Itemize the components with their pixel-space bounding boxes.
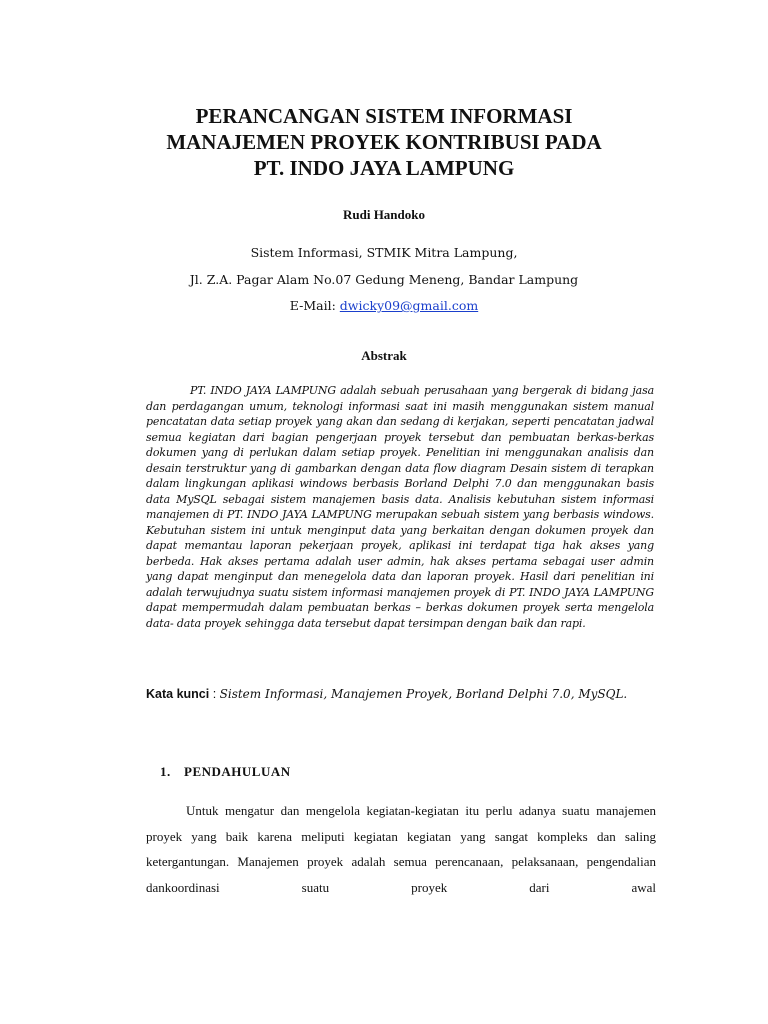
abstract-heading: Abstrak — [361, 348, 407, 363]
paper-title — [100, 103, 668, 181]
author-email-line — [100, 298, 668, 313]
email-label: E-Mail: — [289, 298, 340, 313]
keywords-text: Sistem Informasi, Manajemen Proyek, Borland Delphi 7.0, MySQL. — [219, 687, 628, 701]
author-name: Rudi Handoko — [342, 207, 425, 222]
affiliation-institution: Sistem Informasi, STMIK Mitra Lampung, — [250, 245, 518, 260]
title-line-1: PERANCANGAN SISTEM INFORMASI — [195, 104, 573, 128]
section-number: 1. — [160, 764, 171, 779]
title-line-3: PT. INDO JAYA LAMPUNG — [253, 156, 515, 180]
section-body-paragraph: Untuk mengatur dan mengelola kegiatan-kegiatan itu perlu adanya suatu manajemen proyek yang baik karena meliputi kegiatan kegiatan yang sangat kompleks dan saling ketergantungan. Manajemen proyek adalah semua perencanaan, pelaksanaan, pengendalian dankoordinasi suatu proyek dari awal — [146, 803, 656, 895]
title-line-2: MANAJEMEN PROYEK KONTRIBUSI PADA — [166, 130, 602, 154]
keywords-line — [146, 687, 666, 702]
abstract-body: PT. INDO JAYA LAMPUNG adalah sebuah perusahaan yang bergerak di bidang jasa dan perdagangan umum, teknologi informasi saat ini masih menggunakan sistem manual pencatatan data setiap proyek yang akan dan sedang di kerjakan, seperti pencatatan jadwal semua kegiatan dari bagian pengerjaan proyek tersebut dan pembuatan berkas-berkas dokumen yang di perlukan dalam setiap proyek. Penelitian ini menggunakan analisis dan desain terstruktur yang di gambarkan dengan data flow diagram Desain sistem di terapkan dalam lingkungan aplikasi windows berbasis Borland Delphi 7.0 dan menggunakan basis data MySQL sebagai sistem manajemen basis data. Analisis kebutuhan sistem informasi manajemen di PT. INDO JAYA LAMPUNG merupakan sebuah sistem yang berbasis windows. Kebutuhan sistem ini untuk menginput data yang berkaitan dengan dokumen proyek dan dapat memantau laporan pekerjaan proyek, aplikasi ini terdapat tiga hak akses yang berbeda. Hak akses pertama adalah user admin, hak akses pertama sebagai user admin yang dapat menginput dan menegelola data dan laporan proyek. Hasil dari penelitian ini adalah terwujudnya suatu sistem informasi manajemen proyek di PT. INDO JAYA LAMPUNG dapat mempermudah dalam pembuatan berkas – berkas dokumen proyek serta mengelola data- data proyek sehingga data tersebut dapat tersimpan dengan baik dan rapi. — [146, 384, 654, 630]
keywords-label: Kata kunci — [146, 687, 210, 701]
keywords-separator: : — [209, 687, 220, 701]
email-link[interactable]: dwicky09@gmail.com — [339, 298, 479, 313]
section-heading-introduction — [160, 764, 291, 780]
affiliation-address: Jl. Z.A. Pagar Alam No.07 Gedung Meneng, Bandar Lampung — [189, 272, 579, 287]
section-title: PENDAHULUAN — [184, 764, 291, 779]
